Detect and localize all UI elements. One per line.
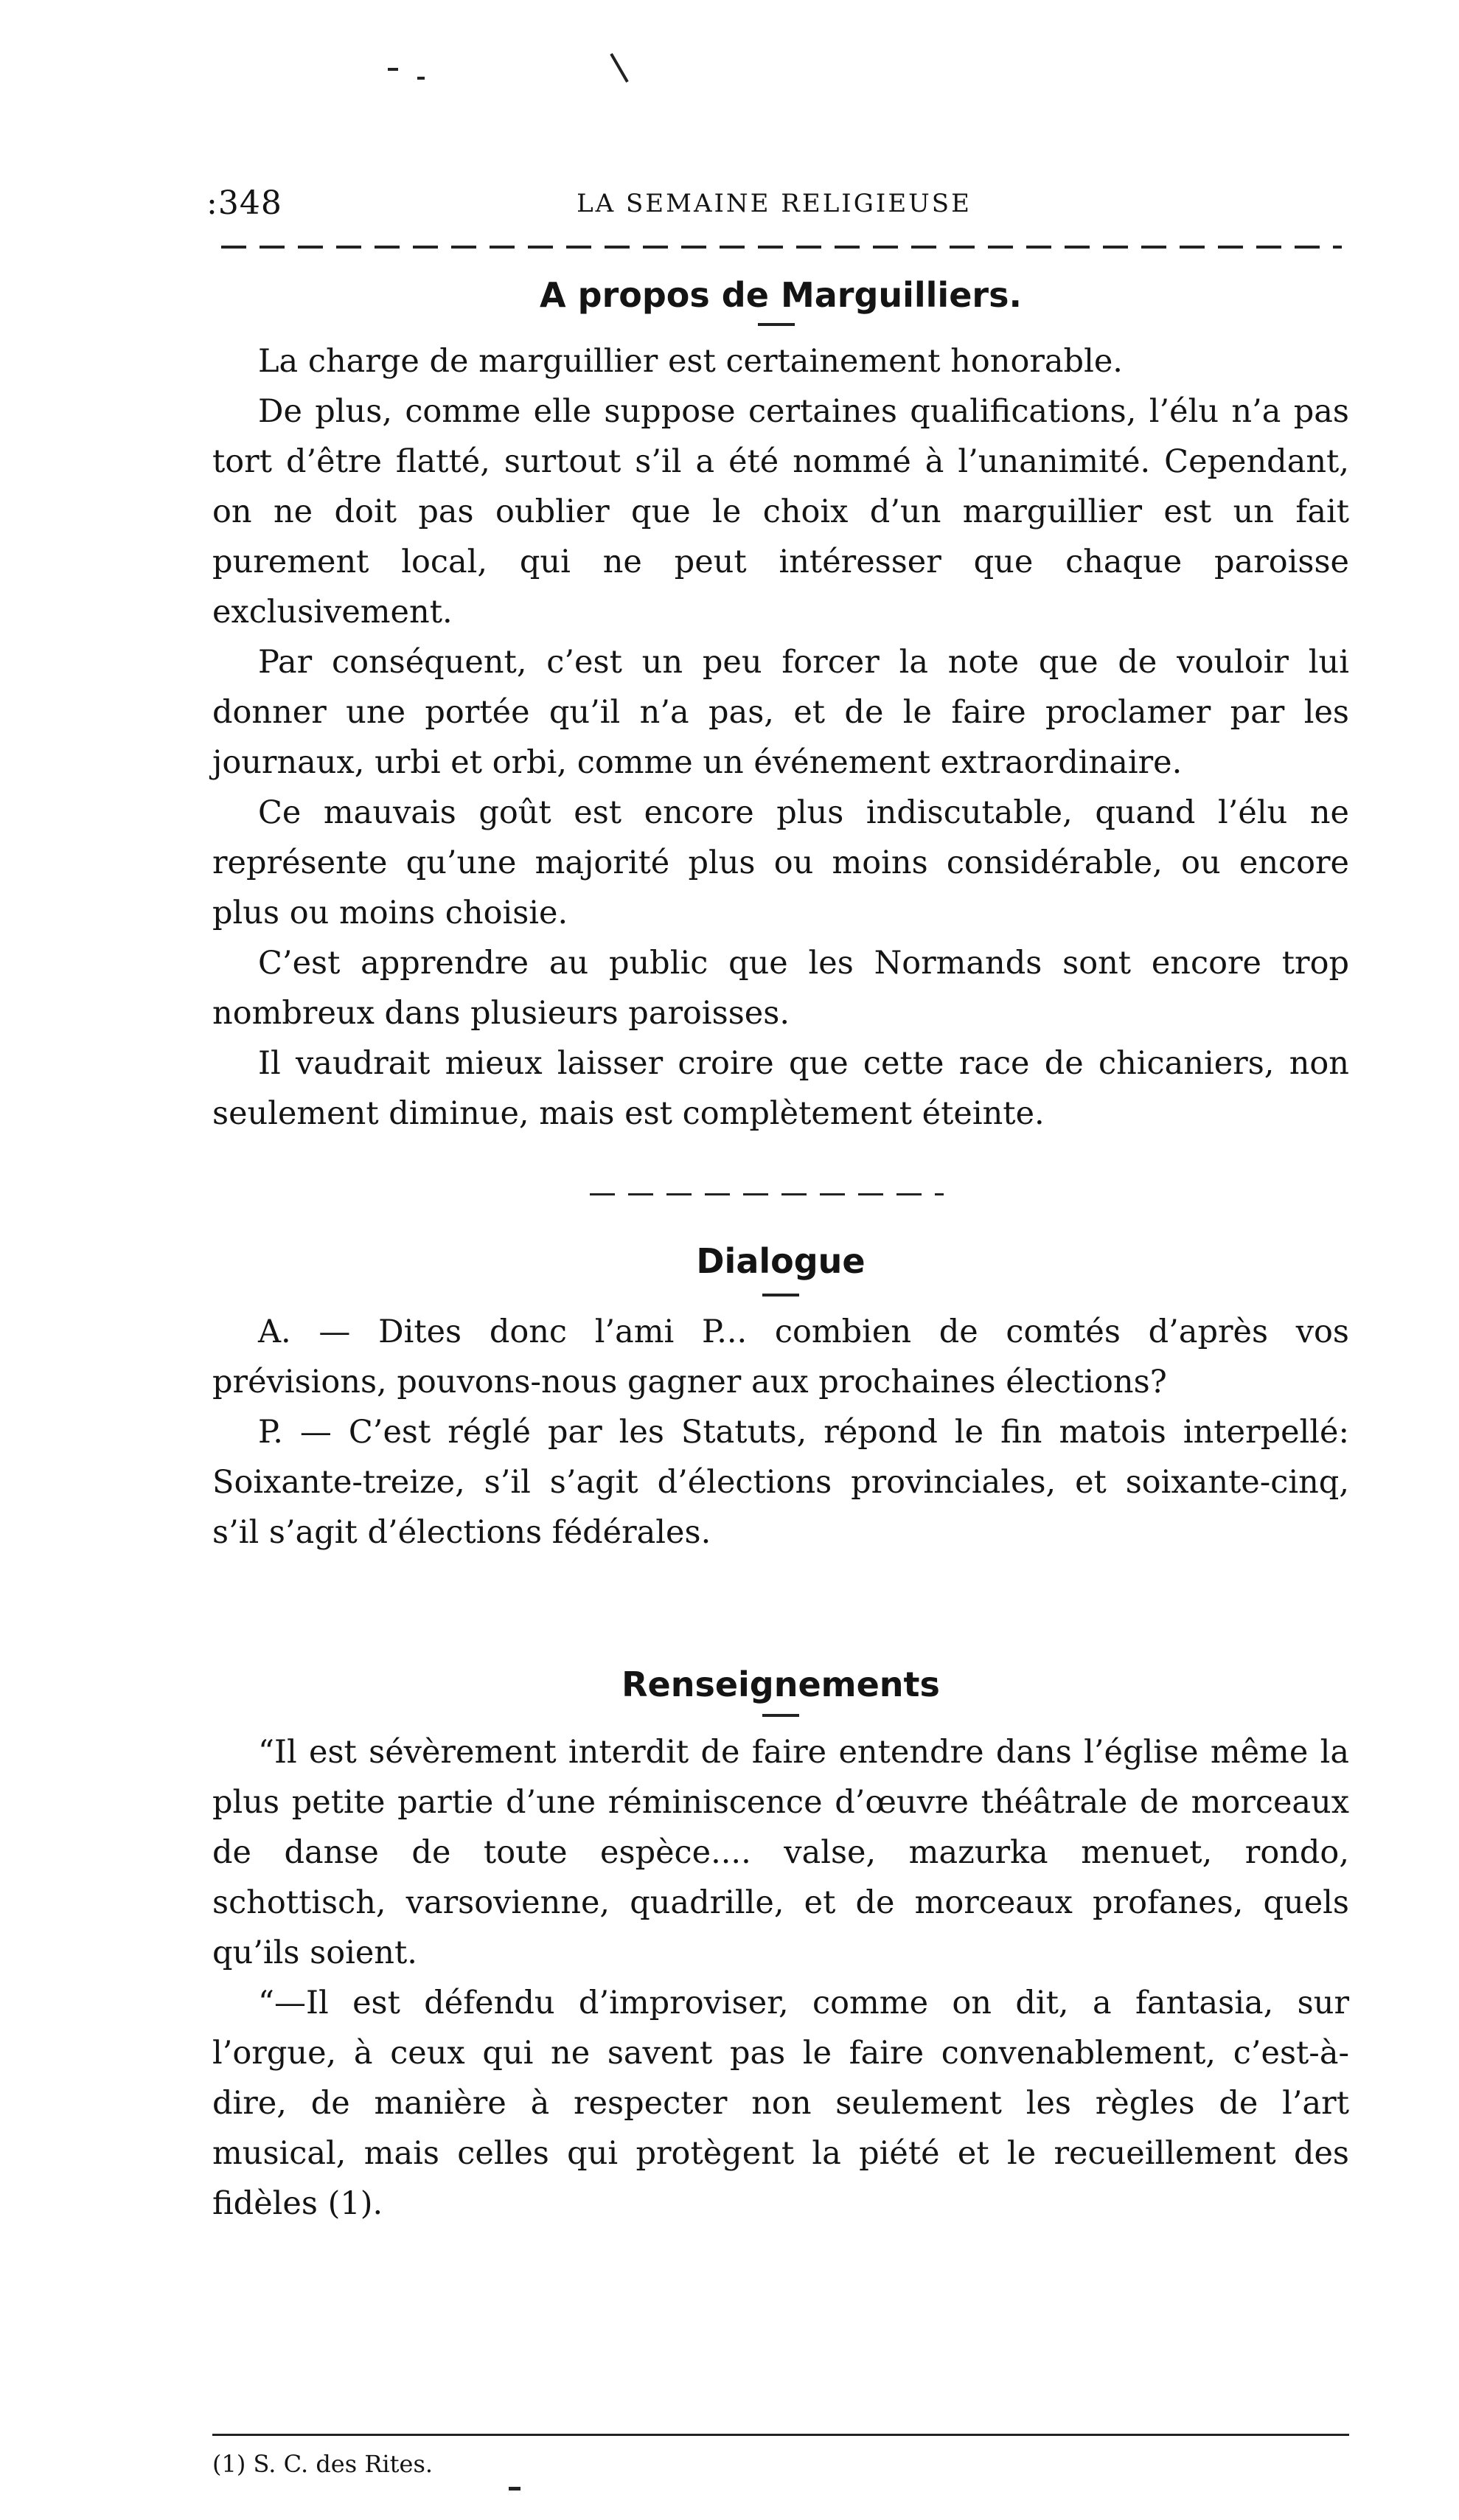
print-mark bbox=[417, 77, 425, 80]
print-mark bbox=[388, 68, 398, 71]
paragraph: La charge de marguillier est certainement honorable. bbox=[258, 343, 1123, 380]
section-divider bbox=[590, 1193, 944, 1195]
section-renseignements bbox=[212, 1662, 1349, 2229]
header-rule bbox=[221, 246, 1342, 249]
title-dash bbox=[758, 323, 795, 326]
running-title: LA SEMAINE RELIGIEUSE bbox=[577, 189, 972, 218]
footnote: (1) S. C. des Rites. bbox=[212, 2450, 433, 2478]
paragraph: “Il est sévèrement interdit de faire entendre dans l’église même la plus petite partie d’une réminiscence d’œuvre théâtrale de morceaux de danse de toute espèce.... valse, mazurka menuet, rondo, schottisch, varsovienne, quadrille, et de morceaux profanes, quels qu’ils soient. bbox=[212, 1734, 1349, 1971]
running-head bbox=[206, 184, 1342, 229]
section-title: Renseignements bbox=[621, 1665, 940, 1704]
section-title: A propos de Marguilliers. bbox=[540, 275, 1022, 315]
paragraph: A. — Dites donc l’ami P... combien de comtés d’après vos prévisions, pouvons-nous gagner aux prochaines élections? bbox=[212, 1313, 1349, 1400]
paragraph: Ce mauvais goût est encore plus indiscutable, quand l’élu ne représente qu’une majorité plus ou moins considérable, ou encore plus ou moins choisie. bbox=[212, 794, 1349, 931]
page-number: :348 bbox=[206, 184, 282, 222]
print-mark bbox=[610, 53, 628, 83]
paragraph: P. — C’est réglé par les Statuts, répond le fin matois interpellé: Soixante-treize, s’il s’agit d’élections provinciales, et soixante-cinq, s’il s’agit d’élections fédérales. bbox=[212, 1414, 1349, 1551]
paragraph: Il vaudrait mieux laisser croire que cette race de chicaniers, non seulement diminue, mais est complètement éteinte. bbox=[212, 1045, 1349, 1132]
section-title: Dialogue bbox=[696, 1241, 866, 1281]
paragraph: Par conséquent, c’est un peu forcer la note que de vouloir lui donner une portée qu’il n’a pas, et de le faire proclamer par les journaux, urbi et orbi, comme un événement extraordinaire. bbox=[212, 644, 1349, 781]
footnote-rule bbox=[212, 2434, 1349, 2436]
paragraph: De plus, comme elle suppose certaines qualifications, l’élu n’a pas tort d’être flatté, surtout s’il a été nommé à l’unanimité. Cependant, on ne doit pas oublier que le choix d’un marguillier est un fait purement local, qui ne peut intéresser que chaque paroisse exclusivement. bbox=[212, 393, 1349, 631]
section-dialogue bbox=[212, 1239, 1349, 1558]
print-mark bbox=[509, 2487, 520, 2491]
paragraph: C’est apprendre au public que les Normands sont encore trop nombreux dans plusieurs paroisses. bbox=[212, 945, 1349, 1032]
title-dash bbox=[762, 1714, 799, 1717]
paragraph: “—Il est défendu d’improviser, comme on dit, a fantasia, sur l’orgue, à ceux qui ne savent pas le faire convenablement, c’est-à-dire, de manière à respecter non seulement les règles de l’art musical, mais celles qui protègent la piété et le recueillement des fidèles (1). bbox=[212, 1985, 1349, 2222]
title-dash bbox=[762, 1294, 799, 1297]
section-marguilliers bbox=[212, 273, 1349, 1139]
